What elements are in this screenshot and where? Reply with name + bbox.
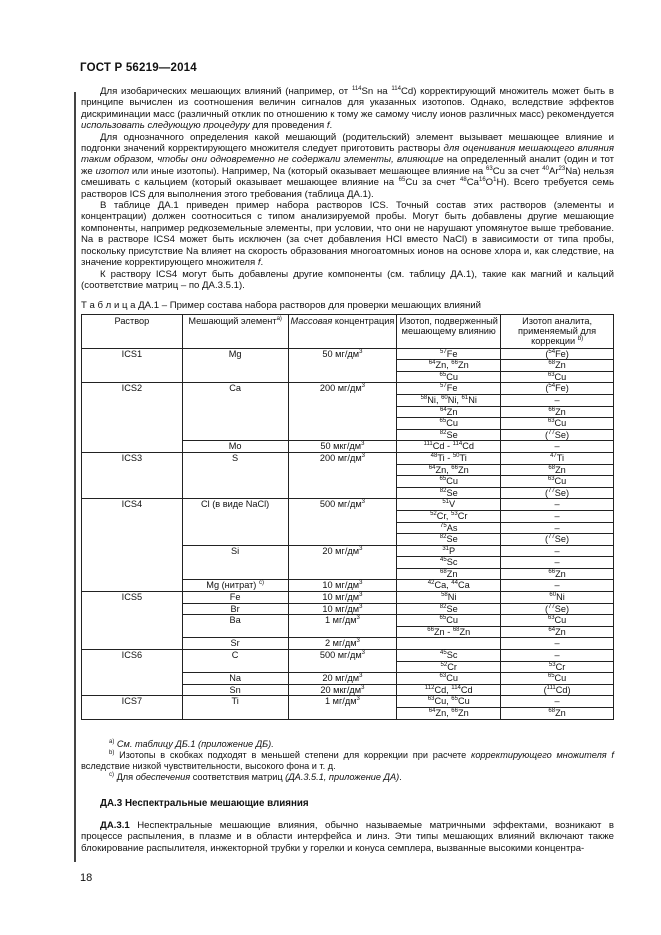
table-row bbox=[82, 371, 614, 383]
table-row bbox=[82, 568, 614, 580]
cell-concentration bbox=[288, 464, 397, 476]
table-row bbox=[82, 661, 614, 673]
header-interfering-element: Мешающий элемент$^{a)}$ bbox=[182, 315, 288, 349]
cell-concentration bbox=[288, 418, 397, 430]
cell-solution bbox=[82, 603, 183, 615]
cell-analyte-isotope: ($^{77}$Se) bbox=[501, 534, 614, 546]
table-row bbox=[82, 650, 614, 662]
table-row bbox=[82, 441, 614, 453]
cell-analyte-isotope: – bbox=[501, 545, 614, 557]
cell-analyte-isotope: $^{64}$Zn bbox=[501, 626, 614, 638]
cell-concentration bbox=[288, 626, 397, 638]
cell-solution bbox=[82, 545, 183, 557]
header-correction-isotope: Изотоп аналита, применяемый для коррекции $^{b)}$ bbox=[501, 315, 614, 349]
cell-analyte-isotope: $^{53}$Cr bbox=[501, 661, 614, 673]
standard-header: ГОСТ Р 56219—2014 bbox=[80, 62, 197, 74]
cell-element: Si bbox=[182, 545, 288, 557]
table-row bbox=[82, 418, 614, 430]
cell-affected-isotope: $^{65}$Cu bbox=[397, 476, 501, 488]
cell-solution bbox=[82, 638, 183, 650]
cell-element bbox=[182, 360, 288, 372]
table-row bbox=[82, 615, 614, 627]
cell-solution bbox=[82, 568, 183, 580]
paragraph-1: Для изобарических мешающих влияний (например, от $^{114}$Sn на $^{114}$Cd) корректирующий множитель может быть в принципе вычислен из соотношения величин сигналов для указанных изотопов. Однако, вследствие эффектов дискриминации масс (различный отклик по отношению к тому же самому числу ионов различных масс) рекомендуется использовать следующую процедуру для проведения f. bbox=[81, 86, 615, 132]
cell-affected-isotope: $^{82}$Se bbox=[397, 429, 501, 441]
cell-element: Mg (нитрат) $^{c)}$ bbox=[182, 580, 288, 592]
cell-affected-isotope: $^{57}$Fe bbox=[397, 383, 501, 395]
cell-concentration: 20 $мг/дм^3$ bbox=[288, 545, 397, 557]
cell-element bbox=[182, 708, 288, 720]
header-mass-concentration: Массовая концентрация bbox=[288, 315, 397, 349]
table-row bbox=[82, 452, 614, 464]
cell-element: Cl (в виде NaCl) bbox=[182, 499, 288, 511]
cell-solution bbox=[82, 510, 183, 522]
table-row bbox=[82, 557, 614, 569]
cell-solution: ICS4 bbox=[82, 499, 183, 511]
cell-element bbox=[182, 394, 288, 406]
cell-solution bbox=[82, 360, 183, 372]
table-row bbox=[82, 499, 614, 511]
cell-concentration bbox=[288, 394, 397, 406]
cell-affected-isotope: $^{63}$Cu, $^{65}$Cu bbox=[397, 696, 501, 708]
cell-element: Fe bbox=[182, 592, 288, 604]
table-row bbox=[82, 522, 614, 534]
cell-affected-isotope: $^{82}$Se bbox=[397, 487, 501, 499]
table-row bbox=[82, 673, 614, 685]
cell-analyte-isotope: $^{66}$Zn bbox=[501, 568, 614, 580]
table-row bbox=[82, 580, 614, 592]
cell-concentration bbox=[288, 360, 397, 372]
cell-analyte-isotope: ($^{77}$Se) bbox=[501, 603, 614, 615]
cell-affected-isotope: $^{58}$Ni, $^{60}$Ni, $^{61}$Ni bbox=[397, 394, 501, 406]
table-row bbox=[82, 348, 614, 360]
paragraph-4: К раствору ICS4 могут быть добавлены другие компоненты (см. таблицу ДА.1), такие как магний и кальций (соответствие матриц – по ДА.3.5.1). bbox=[81, 268, 614, 291]
cell-element bbox=[182, 568, 288, 580]
cell-element: Mo bbox=[182, 441, 288, 453]
table-row bbox=[82, 406, 614, 418]
cell-solution: ICS7 bbox=[82, 696, 183, 708]
cell-solution bbox=[82, 661, 183, 673]
cell-element: Sn bbox=[182, 684, 288, 696]
cell-concentration bbox=[288, 661, 397, 673]
table-footnotes bbox=[81, 739, 614, 783]
cell-affected-isotope: $^{112}$Cd, $^{114}$Cd bbox=[397, 684, 501, 696]
cell-affected-isotope: $^{111}$Cd - $^{114}$Cd bbox=[397, 441, 501, 453]
table-row bbox=[82, 476, 614, 488]
table-row bbox=[82, 638, 614, 650]
section-heading: ДА.3 Неспектральные мешающие влияния bbox=[100, 798, 309, 809]
paragraph-3: В таблице ДА.1 приведен пример набора растворов ICS. Точный состав этих растворов (элементы и концентрации) должен соотноситься с типом анализируемой пробы. Могут быть добавлены другие мешающие компоненты, например редкоземельные элементы, при условии, что они не нарушают упомянутое выше требование. Na в растворе ICS4 может быть исключен (за счет добавления HCl вместо NaCl) в зависимости от типа пробы, поскольку присутствие Na влияет на скорость образования многоатомных ионов на основе хлора и, как следствие, на значение корректирующего множителя f. bbox=[81, 200, 614, 269]
cell-affected-isotope bbox=[397, 638, 501, 650]
cell-affected-isotope: $^{64}$Zn, $^{66}$Zn bbox=[397, 708, 501, 720]
table-row bbox=[82, 360, 614, 372]
cell-solution: ICS5 bbox=[82, 592, 183, 604]
cell-analyte-isotope: $^{66}$Zn bbox=[501, 406, 614, 418]
cell-affected-isotope: $^{52}$Cr, $^{53}$Cr bbox=[397, 510, 501, 522]
cell-element bbox=[182, 557, 288, 569]
page-number: 18 bbox=[80, 872, 93, 884]
cell-element bbox=[182, 464, 288, 476]
cell-concentration: 20 мкг/$дм^3$ bbox=[288, 684, 397, 696]
cell-concentration: 10 $мг/дм^3$ bbox=[288, 603, 397, 615]
cell-affected-isotope: $^{42}$Ca, $^{44}$Ca bbox=[397, 580, 501, 592]
cell-concentration: 10 $мг/дм^3$ bbox=[288, 580, 397, 592]
cell-analyte-isotope: ($^{111}$Cd) bbox=[501, 684, 614, 696]
cell-solution bbox=[82, 626, 183, 638]
cell-solution: ICS6 bbox=[82, 650, 183, 662]
cell-concentration: 200 $мг/дм^3$ bbox=[288, 452, 397, 464]
cell-analyte-isotope: – bbox=[501, 522, 614, 534]
cell-element: Br bbox=[182, 603, 288, 615]
cell-concentration bbox=[288, 371, 397, 383]
cell-solution bbox=[82, 371, 183, 383]
cell-solution: ICS2 bbox=[82, 383, 183, 395]
cell-affected-isotope: $^{51}$V bbox=[397, 499, 501, 511]
cell-solution bbox=[82, 441, 183, 453]
cell-affected-isotope: $^{66}$Zn - $^{68}$Zn bbox=[397, 626, 501, 638]
cell-concentration: 1 $мг/дм^3$ bbox=[288, 696, 397, 708]
paragraph-2: Для однозначного определения какой мешающий (родительский) элемент вызывает мешающее влияние и подгонки значений корректирующего множителя следует приготовить растворы для оценивания мешающего влияния таким образом, чтобы они одновременно не содержали элементы, влияющие на определенный аналит (один и тот же изотоп или иные изотопы). Например, Na (который оказывает мешающее влияние на $^{63}$Cu за счет $^{40}$Ar$^{23}$Na) нельзя смешивать с кальцием (который оказывает мешающее влияние на $^{65}$Cu за счет $^{48}Ca^{16}O^1H$). Всего требуется семь растворов ICS для выполнения этого требования (таблица ДА.1). bbox=[81, 131, 614, 200]
table-row bbox=[82, 429, 614, 441]
cell-element: S bbox=[182, 452, 288, 464]
cell-analyte-isotope: – bbox=[501, 650, 614, 662]
cell-solution bbox=[82, 580, 183, 592]
cell-affected-isotope: $^{48}$Ti - $^{50}$Ti bbox=[397, 452, 501, 464]
table-row bbox=[82, 708, 614, 720]
cell-affected-isotope: $^{65}$Cu bbox=[397, 418, 501, 430]
table-row bbox=[82, 592, 614, 604]
cell-concentration: 200 $мг/дм^3$ bbox=[288, 383, 397, 395]
table-row bbox=[82, 545, 614, 557]
cell-affected-isotope: $^{64}$Zn, $^{66}$Zn bbox=[397, 464, 501, 476]
cell-element bbox=[182, 510, 288, 522]
cell-concentration bbox=[288, 476, 397, 488]
cell-solution bbox=[82, 394, 183, 406]
cell-solution: ICS3 bbox=[82, 452, 183, 464]
cell-element bbox=[182, 661, 288, 673]
header-affected-isotope: Изотоп, подверженный мешающему влиянию bbox=[397, 315, 501, 349]
cell-element bbox=[182, 406, 288, 418]
cell-affected-isotope: $^{65}$Cu bbox=[397, 371, 501, 383]
cell-affected-isotope: $^{57}$Fe bbox=[397, 348, 501, 360]
cell-element bbox=[182, 522, 288, 534]
cell-analyte-isotope: ($^{77}$Se) bbox=[501, 487, 614, 499]
cell-element bbox=[182, 476, 288, 488]
cell-concentration bbox=[288, 429, 397, 441]
cell-analyte-isotope: $^{68}$Zn bbox=[501, 360, 614, 372]
cell-analyte-isotope: ($^{54}$Fe) bbox=[501, 383, 614, 395]
table-row bbox=[82, 684, 614, 696]
table-row bbox=[82, 603, 614, 615]
cell-affected-isotope: $^{82}$Se bbox=[397, 534, 501, 546]
cell-concentration: 1 $мг/дм^3$ bbox=[288, 615, 397, 627]
cell-element bbox=[182, 534, 288, 546]
cell-solution: ICS1 bbox=[82, 348, 183, 360]
cell-affected-isotope: $^{63}$Cu bbox=[397, 673, 501, 685]
cell-affected-isotope: $^{45}$Sc bbox=[397, 557, 501, 569]
cell-element: Na bbox=[182, 673, 288, 685]
cell-affected-isotope: $^{58}$Ni bbox=[397, 592, 501, 604]
cell-concentration bbox=[288, 487, 397, 499]
cell-analyte-isotope: ($^{77}$Se) bbox=[501, 429, 614, 441]
cell-analyte-isotope: $^{63}$Cu bbox=[501, 418, 614, 430]
cell-affected-isotope: $^{82}$Se bbox=[397, 603, 501, 615]
cell-concentration: 10 $мг/дм^3$ bbox=[288, 592, 397, 604]
table-header-row bbox=[82, 315, 614, 349]
cell-concentration: 500 $мг/дм^3$ bbox=[288, 499, 397, 511]
table-row bbox=[82, 696, 614, 708]
cell-affected-isotope: $^{75}$As bbox=[397, 522, 501, 534]
table-row bbox=[82, 383, 614, 395]
cell-analyte-isotope: – bbox=[501, 696, 614, 708]
cell-analyte-isotope: ($^{54}$Fe) bbox=[501, 348, 614, 360]
cell-element: Ca bbox=[182, 383, 288, 395]
cell-concentration bbox=[288, 708, 397, 720]
cell-concentration bbox=[288, 568, 397, 580]
cell-analyte-isotope: – bbox=[501, 499, 614, 511]
cell-element: Mg bbox=[182, 348, 288, 360]
cell-concentration bbox=[288, 522, 397, 534]
cell-analyte-isotope: – bbox=[501, 638, 614, 650]
cell-concentration bbox=[288, 406, 397, 418]
cell-analyte-isotope: $^{60}$Ni bbox=[501, 592, 614, 604]
cell-element bbox=[182, 371, 288, 383]
cell-analyte-isotope: $^{68}$Zn bbox=[501, 464, 614, 476]
cell-solution bbox=[82, 534, 183, 546]
table-row bbox=[82, 534, 614, 546]
cell-analyte-isotope: – bbox=[501, 441, 614, 453]
footnote-c: $^{c)}$ Для обеспечения соответствия матриц (ДА.3.5.1, приложение ДА). bbox=[109, 772, 402, 782]
cell-concentration: 50 $мг/дм^3$ bbox=[288, 348, 397, 360]
cell-element bbox=[182, 626, 288, 638]
cell-analyte-isotope: $^{47}$Ti bbox=[501, 452, 614, 464]
cell-element bbox=[182, 418, 288, 430]
table-row bbox=[82, 626, 614, 638]
cell-affected-isotope: $^{52}$Cr bbox=[397, 661, 501, 673]
table-row bbox=[82, 510, 614, 522]
footnote-b: $^{b)}$ Изотопы в скобках подходят в меньшей степени для коррекции при расчете корректирующего множителя f вследствие низкой чувствительности, высокого фона и т. д. bbox=[81, 750, 614, 771]
cell-element: Ba bbox=[182, 615, 288, 627]
cell-element: Sr bbox=[182, 638, 288, 650]
cell-analyte-isotope: – bbox=[501, 394, 614, 406]
section-paragraph: ДА.3.1 Неспектральные мешающие влияния, обычно называемые матричными эффектами, возникают в процессе распыления, в плазме и в области интерфейса и линз. Эти типы мешающих влияний включают также блокирование распылителя, инжекторной трубки у горелки и конуса семплера, вызванные высокими концентра- bbox=[81, 820, 614, 854]
cell-solution bbox=[82, 684, 183, 696]
cell-analyte-isotope: – bbox=[501, 510, 614, 522]
cell-analyte-isotope: – bbox=[501, 557, 614, 569]
cell-concentration: 500 $мг/дм^3$ bbox=[288, 650, 397, 662]
cell-affected-isotope: $^{45}$Sc bbox=[397, 650, 501, 662]
cell-concentration bbox=[288, 534, 397, 546]
cell-affected-isotope: $^{31}$P bbox=[397, 545, 501, 557]
footnote-a: $^{a)}$ См. таблицу ДБ.1 (приложение ДБ). bbox=[109, 739, 274, 749]
cell-solution bbox=[82, 487, 183, 499]
cell-solution bbox=[82, 406, 183, 418]
cell-concentration bbox=[288, 557, 397, 569]
table-row bbox=[82, 464, 614, 476]
table-row bbox=[82, 394, 614, 406]
cell-element: C bbox=[182, 650, 288, 662]
cell-element bbox=[182, 429, 288, 441]
cell-element: Ti bbox=[182, 696, 288, 708]
cell-concentration: 20 $мг/дм^3$ bbox=[288, 673, 397, 685]
cell-solution bbox=[82, 615, 183, 627]
cell-solution bbox=[82, 464, 183, 476]
body-text bbox=[81, 86, 614, 291]
change-margin-bar bbox=[74, 92, 76, 862]
cell-solution bbox=[82, 418, 183, 430]
cell-analyte-isotope: – bbox=[501, 580, 614, 592]
ics-solutions-table bbox=[81, 314, 614, 720]
cell-affected-isotope: $^{64}$Zn, $^{66}$Zn bbox=[397, 360, 501, 372]
cell-analyte-isotope: $^{63}$Cu bbox=[501, 615, 614, 627]
cell-element bbox=[182, 487, 288, 499]
cell-concentration: 50 мкг/$дм^3$ bbox=[288, 441, 397, 453]
cell-analyte-isotope: $^{63}$Cu bbox=[501, 371, 614, 383]
cell-affected-isotope: $^{65}$Cu bbox=[397, 615, 501, 627]
cell-solution bbox=[82, 673, 183, 685]
cell-concentration: 2 $мг/дм^3$ bbox=[288, 638, 397, 650]
table-row bbox=[82, 487, 614, 499]
cell-affected-isotope: $^{68}$Zn bbox=[397, 568, 501, 580]
cell-concentration bbox=[288, 510, 397, 522]
cell-analyte-isotope: $^{63}$Cu bbox=[501, 476, 614, 488]
cell-analyte-isotope: $^{65}$Cu bbox=[501, 673, 614, 685]
cell-solution bbox=[82, 476, 183, 488]
table-caption: Т а б л и ц а ДА.1 – Пример состава набора растворов для проверки мешающих влияний bbox=[81, 300, 482, 311]
cell-solution bbox=[82, 557, 183, 569]
cell-solution bbox=[82, 522, 183, 534]
cell-solution bbox=[82, 708, 183, 720]
cell-affected-isotope: $^{64}$Zn bbox=[397, 406, 501, 418]
cell-analyte-isotope: $^{68}$Zn bbox=[501, 708, 614, 720]
header-solution: Раствор bbox=[82, 315, 183, 349]
cell-solution bbox=[82, 429, 183, 441]
